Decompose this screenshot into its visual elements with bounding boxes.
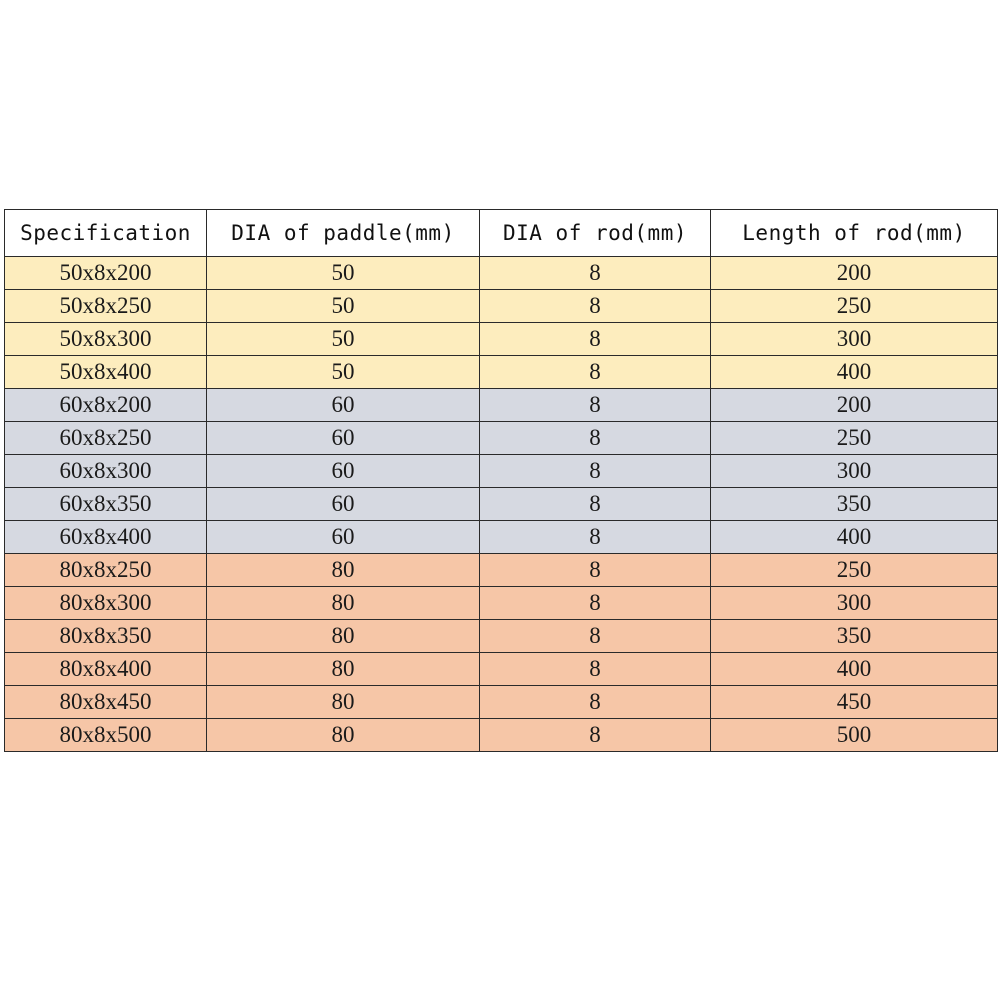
table-row xyxy=(5,455,998,488)
cell-specification: 80x8x300 xyxy=(5,587,207,620)
cell-paddle-diameter: 60 xyxy=(207,521,480,554)
table-row xyxy=(5,356,998,389)
cell-specification: 50x8x400 xyxy=(5,356,207,389)
header-paddle-diameter: DIA of paddle(mm) xyxy=(207,210,480,257)
cell-paddle-diameter: 60 xyxy=(207,422,480,455)
cell-paddle-diameter: 60 xyxy=(207,455,480,488)
table-row xyxy=(5,488,998,521)
cell-rod-length: 200 xyxy=(711,389,998,422)
cell-paddle-diameter: 80 xyxy=(207,554,480,587)
table-row xyxy=(5,389,998,422)
table-header xyxy=(5,210,998,257)
cell-specification: 60x8x200 xyxy=(5,389,207,422)
cell-rod-diameter: 8 xyxy=(480,653,711,686)
cell-paddle-diameter: 60 xyxy=(207,389,480,422)
cell-specification: 80x8x400 xyxy=(5,653,207,686)
header-rod-diameter: DIA of rod(mm) xyxy=(480,210,711,257)
cell-rod-diameter: 8 xyxy=(480,422,711,455)
table-row xyxy=(5,290,998,323)
cell-rod-diameter: 8 xyxy=(480,686,711,719)
cell-rod-length: 450 xyxy=(711,686,998,719)
cell-specification: 60x8x250 xyxy=(5,422,207,455)
cell-rod-diameter: 8 xyxy=(480,719,711,752)
cell-paddle-diameter: 80 xyxy=(207,620,480,653)
cell-rod-diameter: 8 xyxy=(480,521,711,554)
cell-specification: 60x8x350 xyxy=(5,488,207,521)
cell-rod-diameter: 8 xyxy=(480,323,711,356)
cell-specification: 80x8x250 xyxy=(5,554,207,587)
cell-paddle-diameter: 80 xyxy=(207,686,480,719)
table-row xyxy=(5,620,998,653)
cell-paddle-diameter: 50 xyxy=(207,290,480,323)
cell-rod-diameter: 8 xyxy=(480,290,711,323)
table-row xyxy=(5,521,998,554)
cell-paddle-diameter: 80 xyxy=(207,587,480,620)
cell-rod-diameter: 8 xyxy=(480,620,711,653)
cell-rod-length: 300 xyxy=(711,587,998,620)
header-rod-length: Length of rod(mm) xyxy=(711,210,998,257)
cell-rod-length: 350 xyxy=(711,620,998,653)
cell-rod-length: 400 xyxy=(711,356,998,389)
cell-specification: 50x8x200 xyxy=(5,257,207,290)
cell-rod-diameter: 8 xyxy=(480,389,711,422)
table-row xyxy=(5,323,998,356)
cell-specification: 80x8x350 xyxy=(5,620,207,653)
specification-table xyxy=(4,209,998,752)
cell-paddle-diameter: 50 xyxy=(207,257,480,290)
cell-paddle-diameter: 50 xyxy=(207,323,480,356)
table-row xyxy=(5,653,998,686)
cell-rod-length: 300 xyxy=(711,455,998,488)
cell-rod-length: 400 xyxy=(711,653,998,686)
cell-rod-diameter: 8 xyxy=(480,356,711,389)
cell-rod-length: 250 xyxy=(711,422,998,455)
cell-rod-diameter: 8 xyxy=(480,257,711,290)
cell-specification: 50x8x300 xyxy=(5,323,207,356)
table-row xyxy=(5,686,998,719)
cell-rod-length: 200 xyxy=(711,257,998,290)
cell-rod-length: 250 xyxy=(711,290,998,323)
table-row xyxy=(5,554,998,587)
cell-rod-diameter: 8 xyxy=(480,455,711,488)
cell-paddle-diameter: 60 xyxy=(207,488,480,521)
cell-specification: 80x8x500 xyxy=(5,719,207,752)
cell-specification: 60x8x400 xyxy=(5,521,207,554)
cell-paddle-diameter: 50 xyxy=(207,356,480,389)
cell-specification: 80x8x450 xyxy=(5,686,207,719)
cell-rod-length: 400 xyxy=(711,521,998,554)
cell-rod-length: 300 xyxy=(711,323,998,356)
table-row xyxy=(5,587,998,620)
cell-paddle-diameter: 80 xyxy=(207,719,480,752)
cell-specification: 60x8x300 xyxy=(5,455,207,488)
header-specification: Specification xyxy=(5,210,207,257)
cell-rod-length: 500 xyxy=(711,719,998,752)
header-row xyxy=(5,210,998,257)
table-row xyxy=(5,422,998,455)
cell-rod-diameter: 8 xyxy=(480,554,711,587)
cell-rod-diameter: 8 xyxy=(480,488,711,521)
cell-rod-diameter: 8 xyxy=(480,587,711,620)
table-row xyxy=(5,719,998,752)
table-row xyxy=(5,257,998,290)
table-body xyxy=(5,257,998,752)
cell-specification: 50x8x250 xyxy=(5,290,207,323)
cell-rod-length: 350 xyxy=(711,488,998,521)
cell-paddle-diameter: 80 xyxy=(207,653,480,686)
cell-rod-length: 250 xyxy=(711,554,998,587)
